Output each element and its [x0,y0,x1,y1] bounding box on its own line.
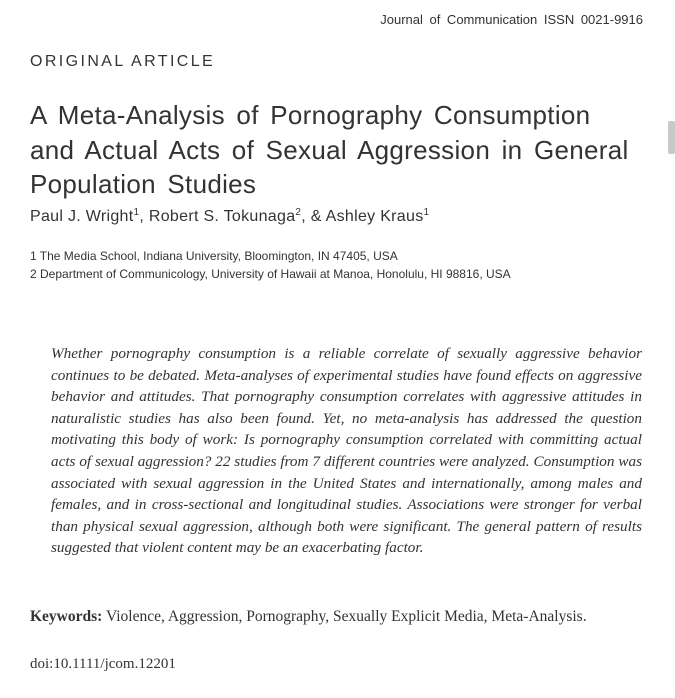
author-name[interactable]: Ashley Kraus [325,208,424,225]
article-type: ORIGINAL ARTICLE [30,53,216,70]
article-title: A Meta-Analysis of Pornography Consumption and Actual Acts of Sexual Aggression in General Population Studies [30,100,629,199]
doi-link[interactable]: doi:10.1111/jcom.12201 [30,656,176,672]
author-affiliation-mark: 1 [423,207,430,218]
keywords [30,608,587,626]
author-separator: , [139,208,149,225]
journal-header: Journal of Communication ISSN 0021-9916 [380,12,643,27]
author-name[interactable]: Paul J. Wright [30,208,134,225]
abstract-text: Whether pornography consumption is a reliable correlate of sexually aggressive behavior continues to be debated. Meta-analyses of experimental studies have found effects on aggressive behavior and attitudes. That pornography consumption correlates with aggressive attitudes in naturalistic studies has also been found. Yet, no meta-analysis has addressed the question motivating this body of work: Is pornography consumption correlated with committing actual acts of sexual aggression? 22 studies from 7 different countries were analyzed. Consumption was associated with sexual aggression in the United States and internationally, among males and females, and in cross-sectional and longitudinal studies. Associations were stronger for verbal than physical sexual aggression, although both were significant. The general pattern of results suggested that violent content may be an exacerbating factor. [51,345,642,557]
author-separator: , & [301,208,326,225]
keywords-label: Keywords: [30,608,103,625]
author-name[interactable]: Robert S. Tokunaga [148,208,296,225]
affiliation-line: 2 Department of Communicology, University of Hawaii at Manoa, Honolulu, HI 98816, USA [30,267,511,281]
scrollbar-thumb[interactable] [668,121,675,154]
author-affiliation-mark: 1 [133,207,140,218]
keywords-value: Violence, Aggression, Pornography, Sexually Explicit Media, Meta-Analysis. [105,608,587,625]
author-affiliation-mark: 2 [295,207,302,218]
affiliations [30,247,511,283]
affiliation-line: 1 The Media School, Indiana University, Bloomington, IN 47405, USA [30,249,398,263]
author-list [30,207,429,226]
